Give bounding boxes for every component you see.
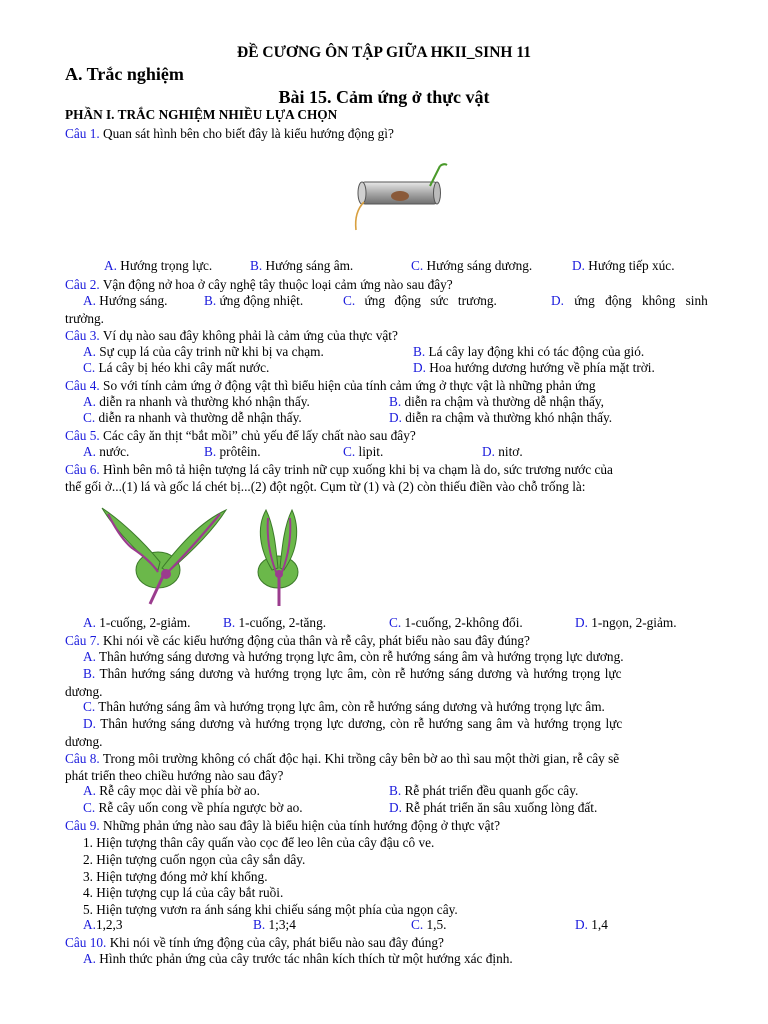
option-text: ứng động sức trương. <box>364 293 497 308</box>
option-label: B. <box>223 615 236 630</box>
option-text: Hình thức phản ứng của cây trước tác nhân kích thích từ một hướng xác định. <box>99 951 513 966</box>
question-8-continued: phát triển theo chiều hướng nào sau đây? <box>65 768 284 783</box>
option-text: diễn ra chậm và thường khó nhận thấy. <box>405 410 613 425</box>
option-label: B. <box>83 666 96 681</box>
document-title: ĐỀ CƯƠNG ÔN TẬP GIỮA HKII_SINH 11 <box>237 44 531 61</box>
option-text: Hướng sáng âm. <box>265 258 354 273</box>
question-label: Câu 10. <box>65 935 107 950</box>
q7-option-b-continued: dương. <box>65 684 103 699</box>
question-text: Khi nói về tính ứng động của cây, phát biểu nào sau đây đúng? <box>109 935 444 950</box>
question-text: Ví dụ nào sau đây không phải là cảm ứng của thực vật? <box>102 328 398 343</box>
lesson-title: Bài 15. Cảm ứng ở thực vật <box>278 87 490 107</box>
option-label: B. <box>250 258 263 273</box>
q2-option-d-continued: trưởng. <box>65 311 104 326</box>
option-label: C. <box>83 699 96 714</box>
option-text: Thân hướng sáng âm và hướng trọng lực âm, còn rễ hướng sáng dương và hướng trọng lực âm. <box>98 699 605 714</box>
option-text: Hướng trọng lực. <box>120 258 213 273</box>
option-text: Thân hướng sáng dương và hướng trọng lực dương, còn rễ hướng sang âm và hướng trọng lực <box>100 716 623 731</box>
q2-option-c[interactable] <box>343 293 497 309</box>
q2-option-d[interactable] <box>551 293 708 309</box>
option-text: lipit. <box>358 444 384 459</box>
option-label: C. <box>83 800 96 815</box>
question-8 <box>65 750 619 767</box>
option-label: A. <box>104 258 117 273</box>
option-label: B. <box>204 293 217 308</box>
option-text: Hoa hướng dương hướng về phía mặt trời. <box>429 360 655 375</box>
mimosa-leaf-figure <box>80 500 320 610</box>
q9-option-b[interactable] <box>253 917 296 933</box>
question-10 <box>65 934 444 951</box>
q10-option-a[interactable] <box>83 951 513 967</box>
option-text: nước. <box>99 444 130 459</box>
option-label: C. <box>411 917 424 932</box>
option-text: 1-cuống, 2-tăng. <box>238 615 327 630</box>
question-text: Khi nói về các kiểu hướng động của thân và rễ cây, phát biểu nào sau đây đúng? <box>103 633 530 648</box>
section-heading: A. Trắc nghiệm <box>65 64 184 84</box>
option-text: Thân hướng sáng dương và hướng trọng lực âm, còn rễ hướng sáng âm và hướng trọng lực dương. <box>99 649 624 664</box>
option-text: 1,4 <box>591 917 608 932</box>
option-text: 1-ngọn, 2-giảm. <box>591 615 677 630</box>
question-label: Câu 1. <box>65 126 100 141</box>
q9-option-a[interactable] <box>83 917 123 933</box>
option-label: C. <box>83 360 96 375</box>
option-text: Hướng sáng dương. <box>426 258 533 273</box>
q9-statement: 3. Hiện tượng đóng mở khí khổng. <box>83 869 268 884</box>
q9-statement: 5. Hiện tượng vươn ra ánh sáng khi chiếu sáng một phía của ngọn cây. <box>83 902 458 917</box>
option-label: A. <box>83 917 96 932</box>
root-in-tube-figure <box>340 160 450 240</box>
question-6 <box>65 461 613 478</box>
q9-option-d[interactable] <box>575 917 608 933</box>
q4-option-a[interactable] <box>83 394 310 410</box>
q8-option-d[interactable] <box>389 800 597 816</box>
question-text: Trong môi trường không có chất độc hại. Khi trồng cây bên bờ ao thì sau một thời gian, rễ cây sẽ <box>102 751 620 766</box>
option-text: Lá cây bị héo khi cây mất nước. <box>98 360 270 375</box>
q3-option-c[interactable] <box>83 360 269 376</box>
question-label: Câu 8. <box>65 751 100 766</box>
option-label: C. <box>343 444 356 459</box>
option-text: nitơ. <box>498 444 523 459</box>
q5-option-c[interactable] <box>343 444 383 460</box>
q6-option-a[interactable] <box>83 615 190 631</box>
option-label: A. <box>83 951 96 966</box>
option-label: D. <box>572 258 585 273</box>
question-2 <box>65 276 453 293</box>
option-label: A. <box>83 394 96 409</box>
option-text: Rễ cây mọc dài về phía bờ ao. <box>99 783 260 798</box>
q1-option-a[interactable] <box>104 258 212 274</box>
question-label: Câu 2. <box>65 277 100 292</box>
question-3 <box>65 327 398 344</box>
q3-option-b[interactable] <box>413 344 644 360</box>
q9-statement: 1. Hiện tượng thân cây quấn vào cọc để leo lên của cây đậu cô ve. <box>83 835 435 850</box>
option-text: 1,2,3 <box>95 917 123 932</box>
q5-option-a[interactable] <box>83 444 129 460</box>
option-label: D. <box>389 410 402 425</box>
option-text: ứng động không sinh <box>574 293 708 308</box>
option-label: C. <box>343 293 356 308</box>
option-text: ứng động nhiệt. <box>219 293 304 308</box>
question-4 <box>65 377 596 394</box>
q1-option-b[interactable] <box>250 258 353 274</box>
q7-option-d-continued: dương. <box>65 734 103 749</box>
question-label: Câu 9. <box>65 818 100 833</box>
option-label: A. <box>83 615 96 630</box>
option-label: B. <box>204 444 217 459</box>
option-label: B. <box>389 394 402 409</box>
q9-statement: 2. Hiện tượng cuốn ngọn của cây sắn dây. <box>83 852 306 867</box>
option-label: D. <box>575 917 588 932</box>
option-text: 1-cuống, 2-không đổi. <box>404 615 523 630</box>
question-text: Các cây ăn thịt “bắt mồi” chủ yếu để lấy chất nào sau đây? <box>103 428 416 443</box>
q6-option-b[interactable] <box>223 615 326 631</box>
option-label: A. <box>83 783 96 798</box>
q4-option-d[interactable] <box>389 410 612 426</box>
question-label: Câu 6. <box>65 462 100 477</box>
option-label: A. <box>83 444 96 459</box>
part-heading: PHẦN I. TRẮC NGHIỆM NHIỀU LỰA CHỌN <box>65 107 338 122</box>
q2-option-b[interactable] <box>204 293 303 309</box>
option-text: Hướng sáng. <box>99 293 168 308</box>
option-text: 1-cuống, 2-giảm. <box>99 615 191 630</box>
question-label: Câu 3. <box>65 328 100 343</box>
question-label: Câu 5. <box>65 428 100 443</box>
option-label: D. <box>389 800 402 815</box>
q8-option-a[interactable] <box>83 783 260 799</box>
option-label: C. <box>389 615 402 630</box>
question-label: Câu 7. <box>65 633 100 648</box>
question-text: Hình bên mô tả hiện tượng lá cây trinh nữ cụp xuống khi bị va chạm là do, sức trương nước của <box>103 462 613 477</box>
q6-option-c[interactable] <box>389 615 523 631</box>
q7-option-d[interactable] <box>83 716 622 732</box>
question-text: Những phản ứng nào sau đây là biểu hiện của tính hướng động ở thực vật? <box>103 818 501 833</box>
option-label: A. <box>83 344 96 359</box>
option-text: diễn ra chậm và thường dễ nhận thấy, <box>404 394 604 409</box>
option-text: diễn ra nhanh và thường dễ nhận thấy. <box>98 410 302 425</box>
option-label: D. <box>83 716 96 731</box>
option-label: A. <box>83 293 96 308</box>
q3-option-d[interactable] <box>413 360 655 376</box>
q2-option-a[interactable] <box>83 293 167 309</box>
question-label: Câu 4. <box>65 378 100 393</box>
q7-option-b[interactable] <box>83 666 622 682</box>
question-1 <box>65 125 394 142</box>
option-label: A. <box>83 649 96 664</box>
option-text: Hướng tiếp xúc. <box>588 258 675 273</box>
q3-option-a[interactable] <box>83 344 324 360</box>
option-text: 1,5. <box>426 917 447 932</box>
option-label: D. <box>551 293 564 308</box>
option-text: 1;3;4 <box>268 917 296 932</box>
q5-option-b[interactable] <box>204 444 261 460</box>
q1-option-d[interactable] <box>572 258 675 274</box>
q4-option-b[interactable] <box>389 394 604 410</box>
q8-option-b[interactable] <box>389 783 578 799</box>
option-label: C. <box>83 410 96 425</box>
question-text: So với tính cảm ứng ở động vật thì biểu hiện của tính cảm ứng ở thực vật là những phản ứng <box>103 378 596 393</box>
q7-option-a[interactable] <box>83 649 624 665</box>
option-text: diễn ra nhanh và thường khó nhận thấy. <box>99 394 310 409</box>
q1-option-c[interactable] <box>411 258 532 274</box>
q9-statement: 4. Hiện tượng cụp lá của cây bắt ruồi. <box>83 885 284 900</box>
q9-option-c[interactable] <box>411 917 446 933</box>
option-text: prôtêin. <box>219 444 261 459</box>
option-text: Sự cụp lá của cây trinh nữ khi bị va chạm. <box>99 344 324 359</box>
question-9 <box>65 817 500 834</box>
q6-option-d[interactable] <box>575 615 677 631</box>
question-text: Quan sát hình bên cho biết đây là kiểu hướng động gì? <box>103 126 394 141</box>
option-label: D. <box>482 444 495 459</box>
option-text: Lá cây lay động khi có tác động của gió. <box>428 344 645 359</box>
option-text: Thân hướng sáng dương và hướng trọng lực âm, còn rễ hướng sáng dương và hướng trọng lực <box>99 666 622 681</box>
q8-option-c[interactable] <box>83 800 303 816</box>
option-label: D. <box>575 615 588 630</box>
option-label: D. <box>413 360 426 375</box>
option-text: Rễ phát triển đều quanh gốc cây. <box>404 783 579 798</box>
option-label: B. <box>413 344 426 359</box>
option-label: C. <box>411 258 424 273</box>
option-label: B. <box>389 783 402 798</box>
option-text: Rễ cây uốn cong về phía ngược bờ ao. <box>98 800 303 815</box>
option-label: B. <box>253 917 266 932</box>
option-text: Rễ phát triển ăn sâu xuống lòng đất. <box>405 800 598 815</box>
q5-option-d[interactable] <box>482 444 523 460</box>
q4-option-c[interactable] <box>83 410 302 426</box>
question-5 <box>65 427 416 444</box>
question-7 <box>65 632 530 649</box>
q7-option-c[interactable] <box>83 699 605 715</box>
question-text: Vận động nở hoa ở cây nghệ tây thuộc loại cảm ứng nào sau đây? <box>102 277 453 292</box>
question-6-continued: thể gối ở...(1) lá và gốc lá chét bị...(2) đột ngột. Cụm từ (1) và (2) còn thiếu điền vào chỗ trống là: <box>65 479 586 494</box>
